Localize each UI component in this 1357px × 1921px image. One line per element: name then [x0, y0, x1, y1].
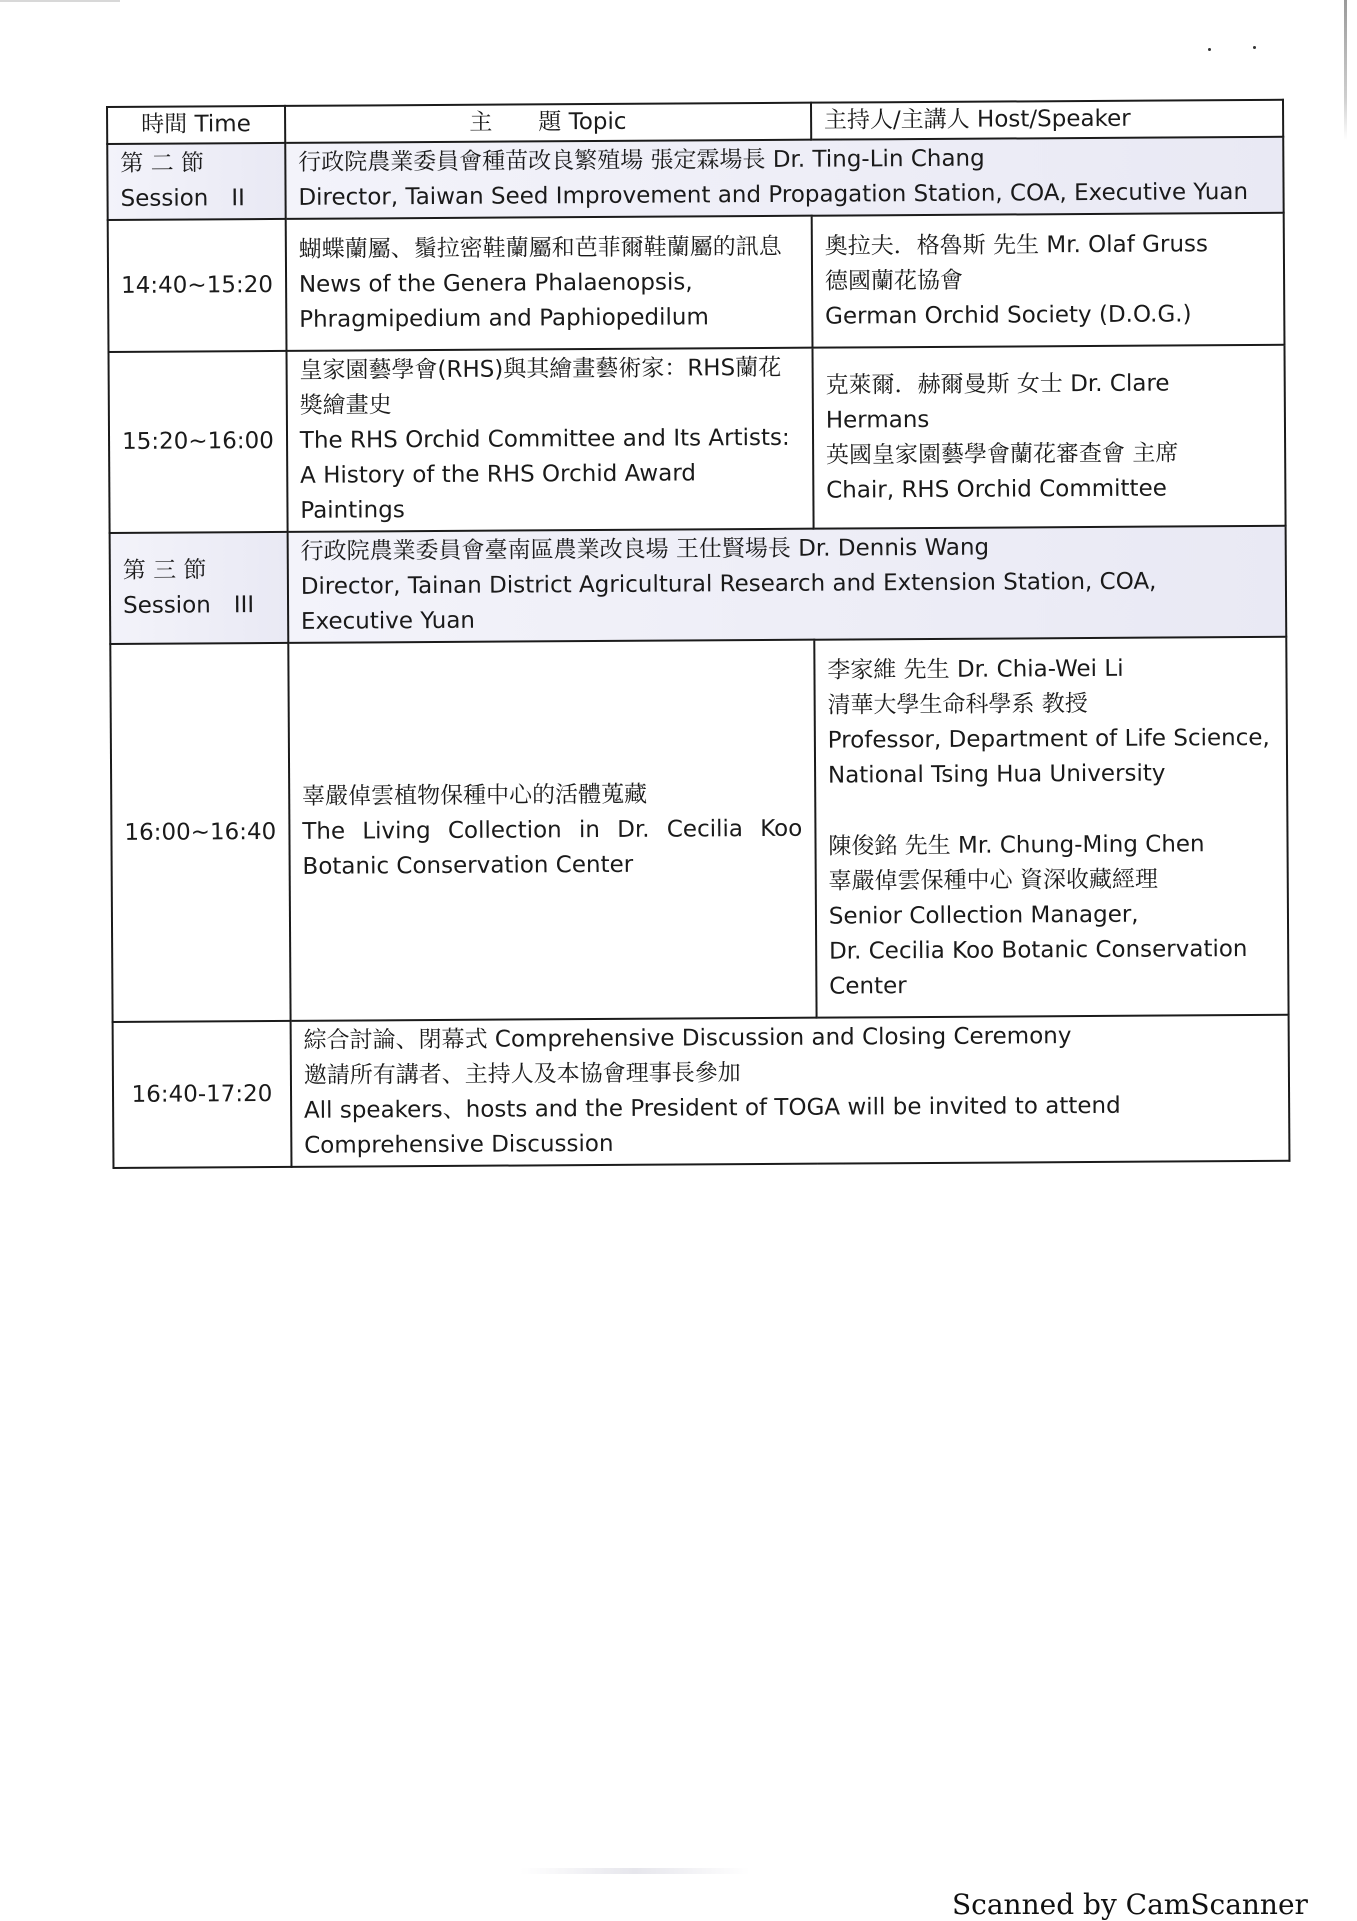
session-iii-chair — [287, 526, 1286, 643]
scan-speck — [1208, 48, 1211, 51]
topic-cn: 皇家園藝學會(RHS)與其繪畫藝術家：RHS蘭花獎繪畫史 — [299, 354, 782, 419]
header-time: 時間 Time — [107, 106, 285, 144]
topic-cn: 蝴蝶蘭屬、鬚拉密鞋蘭屬和芭菲爾鞋蘭屬的訊息 — [298, 233, 782, 263]
session-ii-label-cn: 第 二 節 — [120, 150, 205, 177]
schedule-table — [106, 99, 1290, 1169]
scan-edge-line — [0, 0, 120, 2]
session-ii-chair-title: Director, Taiwan Seed Improvement and Propagation Station, COA, Executive Yuan — [298, 179, 1249, 211]
host2-name: 陳俊銘 先生 Mr. Chung-Ming Chen — [828, 830, 1205, 860]
row-host — [812, 213, 1285, 348]
session-iii-chair-title: Director, Tainan District Agricultural Research and Extension Station, COA, Executive Yuan — [300, 568, 1157, 635]
row-host — [812, 345, 1285, 529]
session-iii-label-en: Session III — [122, 591, 255, 619]
host-org-en: Chair, RHS Orchid Committee — [826, 475, 1167, 504]
scanner-watermark: Scanned by CamScanner — [952, 1888, 1308, 1921]
closing-cell — [290, 1015, 1289, 1167]
header-host: 主持人/主講人 Host/Speaker — [811, 100, 1283, 140]
session-ii-label-en: Session II — [120, 185, 245, 212]
host2-title-cn: 辜嚴倬雲保種中心 資深收藏經理 — [828, 866, 1158, 895]
row-time: 16:40-17:20 — [113, 1021, 292, 1168]
row-time: 16:00~16:40 — [110, 643, 290, 1022]
host1-title-cn: 清華大學生命科學系 教授 — [827, 690, 1088, 719]
row-topic — [286, 216, 813, 351]
table-row — [113, 1015, 1290, 1168]
session-iii-label — [110, 532, 289, 644]
session-iii-row — [110, 526, 1287, 644]
closing-invite-cn: 邀請所有講者、主持人及本協會理事長參加 — [303, 1060, 741, 1089]
host-name: 奧拉夫．格魯斯 先生 Mr. Olaf Gruss — [824, 230, 1209, 260]
row-topic — [286, 348, 813, 532]
topic-en: News of the Genera Phalaenopsis, Phragmipedium and Paphiopedilum — [298, 268, 709, 333]
host-org-cn: 德國蘭花協會 — [824, 267, 964, 295]
closing-invite-en: All speakers、hosts and the President of TOGA will be invited to attend Comprehensive Discussion — [303, 1092, 1121, 1159]
scan-smudge — [520, 1868, 750, 1874]
row-time: 14:40~15:20 — [108, 219, 287, 352]
host2-title-en-1: Senior Collection Manager, — [828, 901, 1139, 930]
row-time: 15:20~16:00 — [109, 351, 288, 533]
session-iii-chair-name: 行政院農業委員會臺南區農業改良場 王仕賢場長 Dr. Dennis Wang — [300, 534, 990, 565]
scan-speck — [1253, 46, 1256, 49]
host-org-cn: 英國皇家園藝學會蘭花審查會 主席 — [825, 439, 1179, 469]
session-ii-label — [107, 143, 285, 220]
closing-title: 綜合討論、閉幕式 Comprehensive Discussion and Closing Ceremony — [303, 1023, 1072, 1054]
host-org-en: German Orchid Society (D.O.G.) — [825, 300, 1192, 330]
row-topic — [288, 640, 816, 1021]
host-spacer — [828, 790, 1274, 829]
session-ii-chair — [285, 137, 1284, 219]
table-row — [108, 213, 1285, 352]
header-topic: 主 題 Topic — [285, 103, 811, 143]
topic-cn: 辜嚴倬雲植物保種中心的活體蒐藏 — [301, 781, 648, 810]
topic-en: The RHS Orchid Committee and Its Artists: A History of the RHS Orchid Award Paintings — [299, 424, 790, 524]
scan-edge-shadow — [1344, 0, 1347, 140]
host1-name: 李家維 先生 Dr. Chia-Wei Li — [827, 655, 1124, 684]
session-ii-row — [107, 137, 1283, 220]
row-host — [814, 637, 1288, 1018]
table-row — [109, 345, 1286, 533]
table-row — [110, 637, 1288, 1022]
session-iii-label-cn: 第 三 節 — [122, 556, 207, 584]
topic-en: The Living Collection in Dr. Cecilia Koo Botanic Conservation Center — [302, 815, 803, 880]
host-name: 克萊爾．赫爾曼斯 女士 Dr. Clare Hermans — [825, 370, 1170, 434]
session-ii-chair-name: 行政院農業委員會種苗改良繁殖場 張定霖場長 Dr. Ting-Lin Chang — [298, 145, 985, 176]
host1-title-en: Professor, Department of Life Science, National Tsing Hua University — [827, 724, 1270, 789]
host2-title-en-2: Dr. Cecilia Koo Botanic Conservation Center — [828, 935, 1248, 1000]
